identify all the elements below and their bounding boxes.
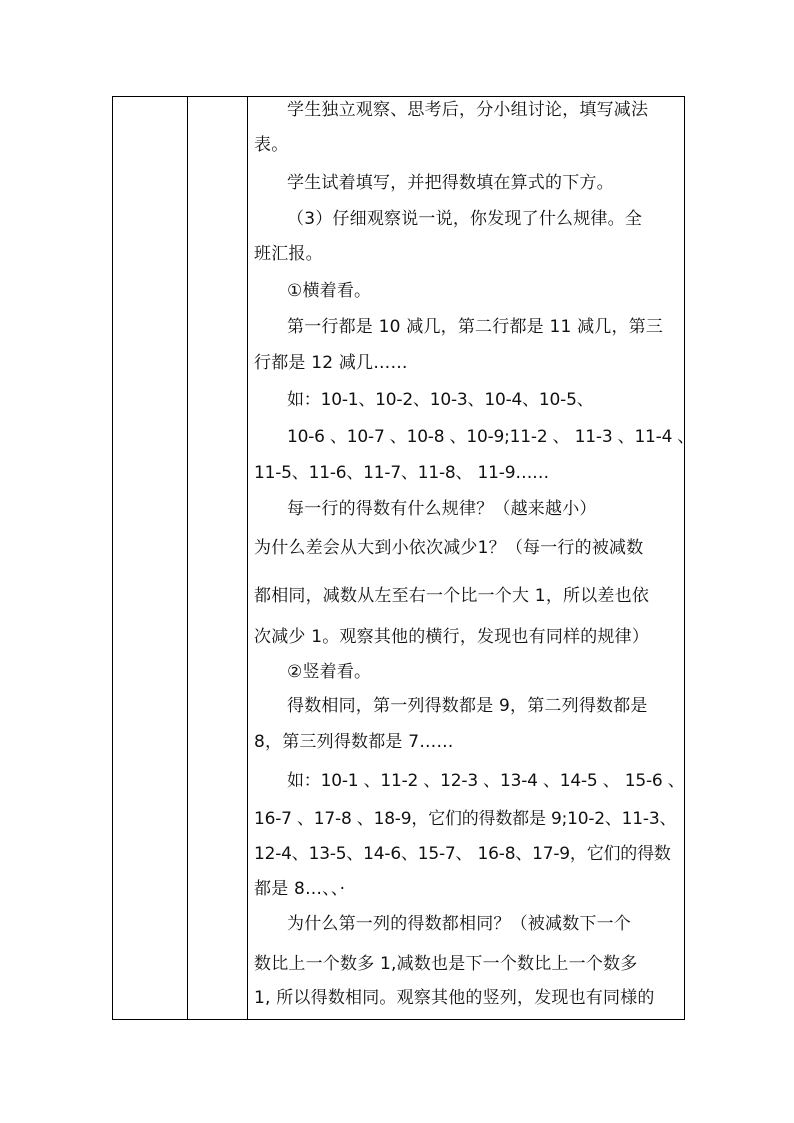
text-line: 得数相同，第一列得数都是 9，第二列得数都是	[287, 696, 648, 716]
text-line: ①横着看。	[287, 281, 372, 301]
text-line: 第一行都是 10 减几，第二行都是 11 减几，第三	[287, 317, 664, 337]
table-column-divider	[247, 97, 248, 1019]
text-line: 班汇报。	[254, 244, 323, 264]
text-line: 1, 所以得数相同。观察其他的竖列，发现也有同様的	[254, 988, 655, 1008]
text-line: 如：10-1、10-2、10-3、10-4、10-5、	[287, 390, 594, 410]
lesson-content-cell	[254, 97, 695, 1019]
text-line: 为什么差会从大到小依次减少1？（每一行的被减数	[254, 538, 644, 558]
text-line: ②竖着看。	[287, 662, 372, 682]
text-line: 数比上一个数多 1,减数也是下一个数比上一个数多	[254, 954, 638, 974]
text-line: 为什么第一列的得数都相同？（被减数下一个	[287, 914, 631, 934]
lesson-table	[112, 96, 695, 1020]
text-line: （3）仔细观察说一说，你发现了什么规律。全	[287, 209, 643, 229]
text-line: 11-5、11-6、11-7、11-8、 11-9……	[254, 463, 549, 483]
table-column-divider	[187, 97, 188, 1019]
text-line: 次减少 1。观察其他的横行，发现也有同样的规律）	[254, 627, 650, 647]
text-line: 每一行的得数有什么规律？（越来越小）	[287, 499, 597, 519]
text-line: 16-7 、17-8 、18-9，它们的得数都是 9;10-2、11-3、	[254, 809, 677, 829]
text-line: 都是 8…、、·	[254, 879, 346, 899]
text-line: 10-6 、10-7 、10-8 、10-9;11-2 、 11-3 、11-4 、	[287, 427, 695, 447]
text-line: 12-4、13-5、14-6、15-7、 16-8、17-9，它们的得数	[254, 844, 671, 864]
text-line: 都相同，减数从左至右一个比一个大 1，所以差也依	[254, 586, 650, 606]
text-line: 行都是 12 减几……	[254, 353, 408, 373]
text-line: 学生试着填写，并把得数填在算式的下方。	[287, 173, 614, 193]
text-line: 8，第三列得数都是 7……	[254, 732, 454, 752]
text-line: 如：10-1 、11-2 、12-3 、13-4 、14-5 、 15-6 、	[287, 771, 685, 791]
text-line: 学生独立观察、思考后，分小组讨论，填写减法	[287, 100, 649, 120]
text-line: 表。	[254, 135, 289, 155]
